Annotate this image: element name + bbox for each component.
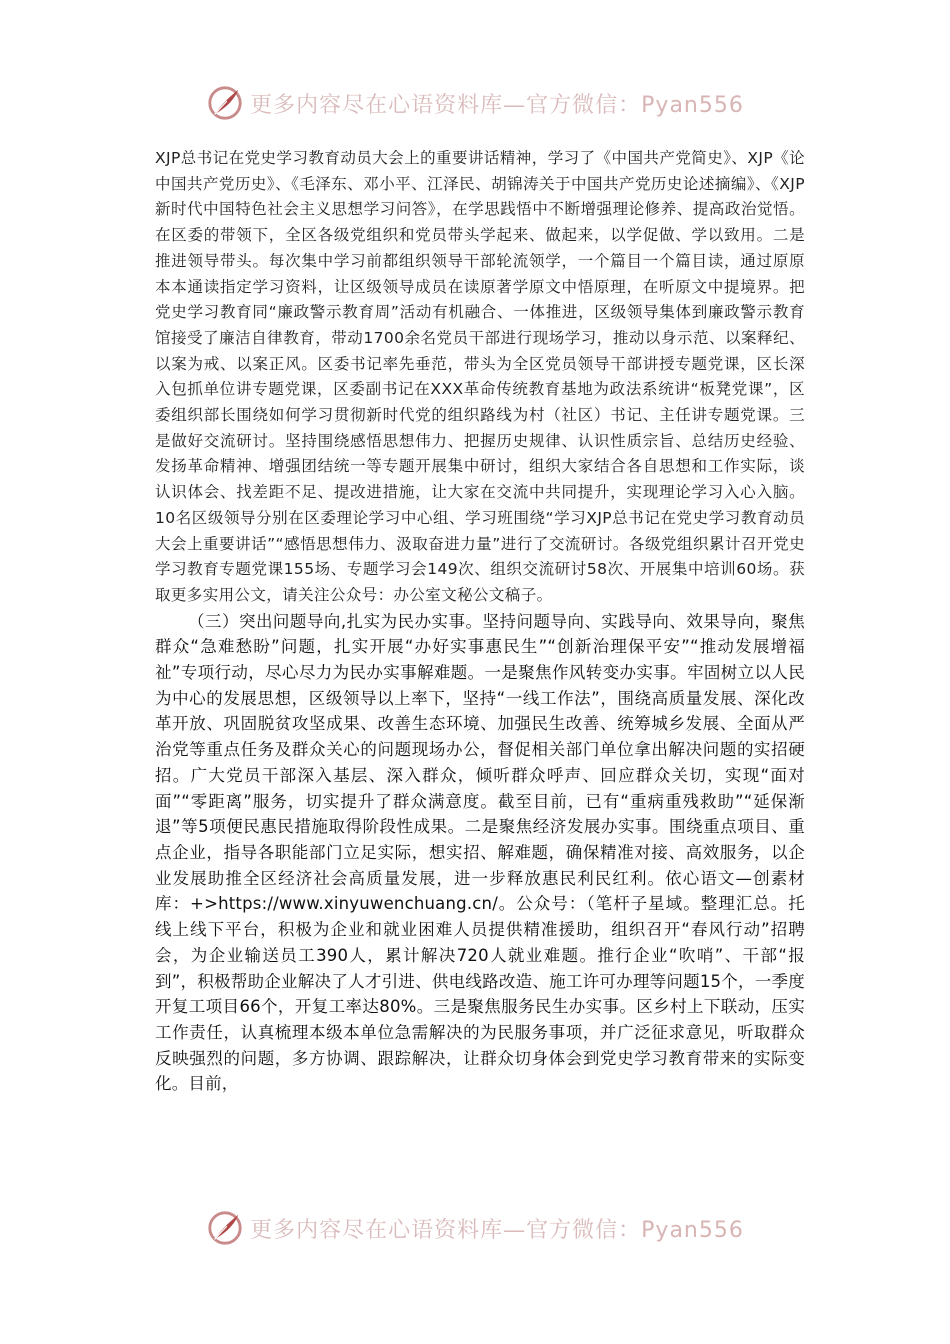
paragraph-practical-matters xyxy=(155,609,805,1097)
paragraph-practical-matters-part-b: 。公众号：（笔杆子星域。整理汇总。托线上线下平台，积极为企业和就业困难人员提供精准援助，组织召开“春风行动”招聘会，为企业输送员工390人，累计解决720人就业难题。推行企业“吹哨”、干部“报到”，积极帮助企业解决了人才引进、供电线路改造、施工许可办理等问题15个，一季度开复工项目66个，开复工率达80%。三是聚焦服务民生办实事。区乡村上下联动，压实工作责任，认真梳理本级本单位急需解决的为民服务事项，并广泛征求意见，听取群众反映强烈的问题，多方协调、跟踪解决，让群众切身体会到党史学习教育带来的实际变化。目前， xyxy=(155,894,805,1094)
resource-url: +>https://www.xinyuwenchuang.cn/ xyxy=(190,894,498,914)
quill-pen-logo-icon xyxy=(206,84,244,122)
header-banner xyxy=(0,78,950,128)
footer-banner-text: 更多内容尽在心语资料库—官方微信：Pyan556 xyxy=(250,1217,744,1243)
document-body xyxy=(155,146,805,1097)
paragraph-practical-matters-part-a: （三）突出问题导向,扎实为民办实事。坚持问题导向、实践导向、效果导向，聚焦群众“急难愁盼”问题，扎实开展“办好实事惠民生”“创新治理保平安”“推动发展增福祉”专项行动，尽心尽力为民办实事解难题。一是聚焦作风转变办实事。牢固树立以人民为中心的发展思想，区级领导以上率下，坚持“一线工作法”，围绕高质量发展、深化改革开放、巩固脱贫攻坚成果、改善生态环境、加强民生改善、统筹城乡发展、全面从严治党等重点任务及群众关心的问题现场办公，督促相关部门单位拿出解决问题的实招硬招。广大党员干部深入基层、深入群众，倾听群众呼声、回应群众关切，实现“面对面”“零距离”服务，切实提升了群众满意度。截至目前，已有“重病重残救助”“延保渐退”等5项便民惠民措施取得阶段性成果。二是聚焦经济发展办实事。围绕重点项目、重点企业，指导各职能部门立足实际，想实招、解难题，确保精准对接、高效服务，以企业发展助推全区经济社会高质量发展，进一步释放惠民利民红利。依心语文—创素材库： xyxy=(155,611,805,914)
header-banner-text: 更多内容尽在心语资料库—官方微信：Pyan556 xyxy=(250,92,744,118)
paragraph-study-education: XJP总书记在党史学习教育动员大会上的重要讲话精神，学习了《中国共产党简史》、XJP《论中国共产党历史》、《毛泽东、邓小平、江泽民、胡锦涛关于中国共产党历史论述摘编》、《XJP新时代中国特色社会主义思想学习问答》，在学思践悟中不断增强理论修养、提高政治觉悟。在区委的带领下，全区各级党组织和党员带头学起来、做起来，以学促做、学以致用。二是推进领导带头。每次集中学习前都组织领导干部轮流领学，一个篇目一个篇目读，通过原原本本通读指定学习资料，让区级领导成员在读原著学原文中悟原理，在听原文中提境界。把党史学习教育同“廉政警示教育周”活动有机融合、一体推进，区级领导集体到廉政警示教育馆接受了廉洁自律教育，带动1700余名党员干部进行现场学习，推动以身示范、以案释纪、以案为戒、以案正风。区委书记率先垂范，带头为全区党员领导干部讲授专题党课，区长深入包抓单位讲专题党课，区委副书记在XXX革命传统教育基地为政法系统讲“板凳党课”，区委组织部长围绕如何学习贯彻新时代党的组织路线为村（社区）书记、主任讲专题党课。三是做好交流研讨。坚持围绕感悟思想伟力、把握历史规律、认识性质宗旨、总结历史经验、发扬革命精神、增强团结统一等专题开展集中研讨，组织大家结合各自思想和工作实际，谈认识体会、找差距不足、提改进措施，让大家在交流中共同提升，实现理论学习入心入脑。10名区级领导分别在区委理论学习中心组、学习班围绕“学习XJP总书记在党史学习教育动员大会上重要讲话”“感悟思想伟力、汲取奋进力量”进行了交流研讨。各级党组织累计召开党史学习教育专题党课155场、专题学习会149次、组织交流研讨58次、开展集中培训60场。获取更多实用公文，请关注公众号：办公室文秘公文稿子。 xyxy=(155,149,805,604)
footer-banner xyxy=(0,1203,950,1253)
footer-wechat-id: Pyan556 xyxy=(641,1217,744,1243)
header-wechat-id: Pyan556 xyxy=(641,92,744,118)
quill-pen-logo-icon xyxy=(206,1209,244,1247)
